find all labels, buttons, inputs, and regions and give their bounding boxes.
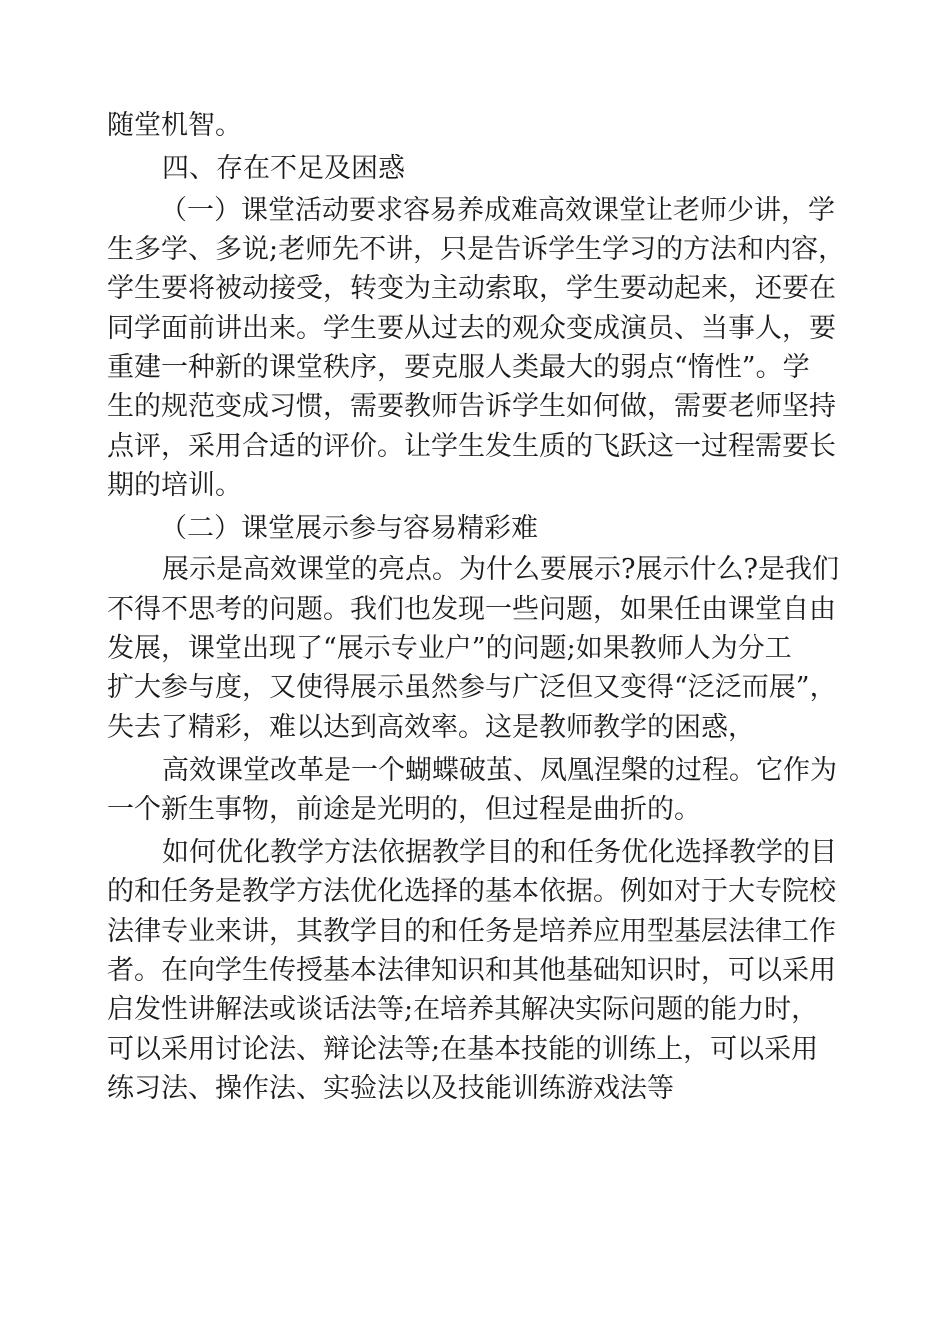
text-line: 随堂机智。 [107, 110, 242, 141]
text-line: 学生要将被动接受，转变为主动索取，学生要动起来，还要在 [107, 273, 836, 304]
section-heading: 四、存在不足及困惑 [162, 153, 405, 184]
text-line: 者。在向学生传授基本法律知识和其他基础知识时，可以采用 [107, 955, 836, 986]
text-line: 可以采用讨论法、辩论法等;在基本技能的训练上，可以采用 [107, 1034, 819, 1065]
text-line: 同学面前讲出来。学生要从过去的观众变成演员、当事人，要 [107, 313, 836, 344]
text-line: 发展，课堂出现了“展示专业户”的问题;如果教师人为分工 [107, 633, 792, 664]
text-line: 一个新生事物，前途是光明的，但过程是曲折的。 [107, 794, 701, 825]
text-line: 期的培训。 [107, 470, 242, 501]
text-line: 启发性讲解法或谈话法等;在培养其解决实际问题的能力时， [107, 994, 819, 1025]
text-line: 重建一种新的课堂秩序，要克服人类最大的弱点“惰性”。学 [107, 352, 810, 383]
text-line: 不得不思考的问题。我们也发现一些问题，如果任由课堂自由 [107, 594, 836, 625]
text-line: 失去了精彩，难以达到高效率。这是教师教学的困惑， [107, 712, 755, 743]
text-line: 展示是高效课堂的亮点。为什么要展示?展示什么?是我们 [162, 554, 839, 585]
text-line: 扩大参与度，又使得展示虽然参与广泛但又变得“泛泛而展”， [107, 672, 837, 703]
text-line: 高效课堂改革是一个蝴蝶破茧、凤凰涅槃的过程。它作为 [162, 755, 837, 786]
text-line: 生多学、多说;老师先不讲，只是告诉学生学习的方法和内容， [107, 234, 846, 265]
text-line: 点评，采用合适的评价。让学生发生质的飞跃这一过程需要长 [107, 431, 836, 462]
text-line: 生的规范变成习惯，需要教师告诉学生如何做，需要老师坚持 [107, 391, 836, 422]
text-line: 练习法、操作法、实验法以及技能训练游戏法等 [107, 1073, 674, 1104]
text-line: 法律专业来讲，其教学目的和任务是培养应用型基层法律工作 [107, 916, 836, 947]
subsection-heading-line: （一）课堂活动要求容易养成难高效课堂让老师少讲，学 [160, 195, 835, 226]
text-line: 的和任务是教学方法优化选择的基本依据。例如对于大专院校 [107, 876, 836, 907]
subsection-heading: （二）课堂展示参与容易精彩难 [160, 513, 538, 544]
text-line: 如何优化教学方法依据教学目的和任务优化选择教学的目 [162, 837, 837, 868]
